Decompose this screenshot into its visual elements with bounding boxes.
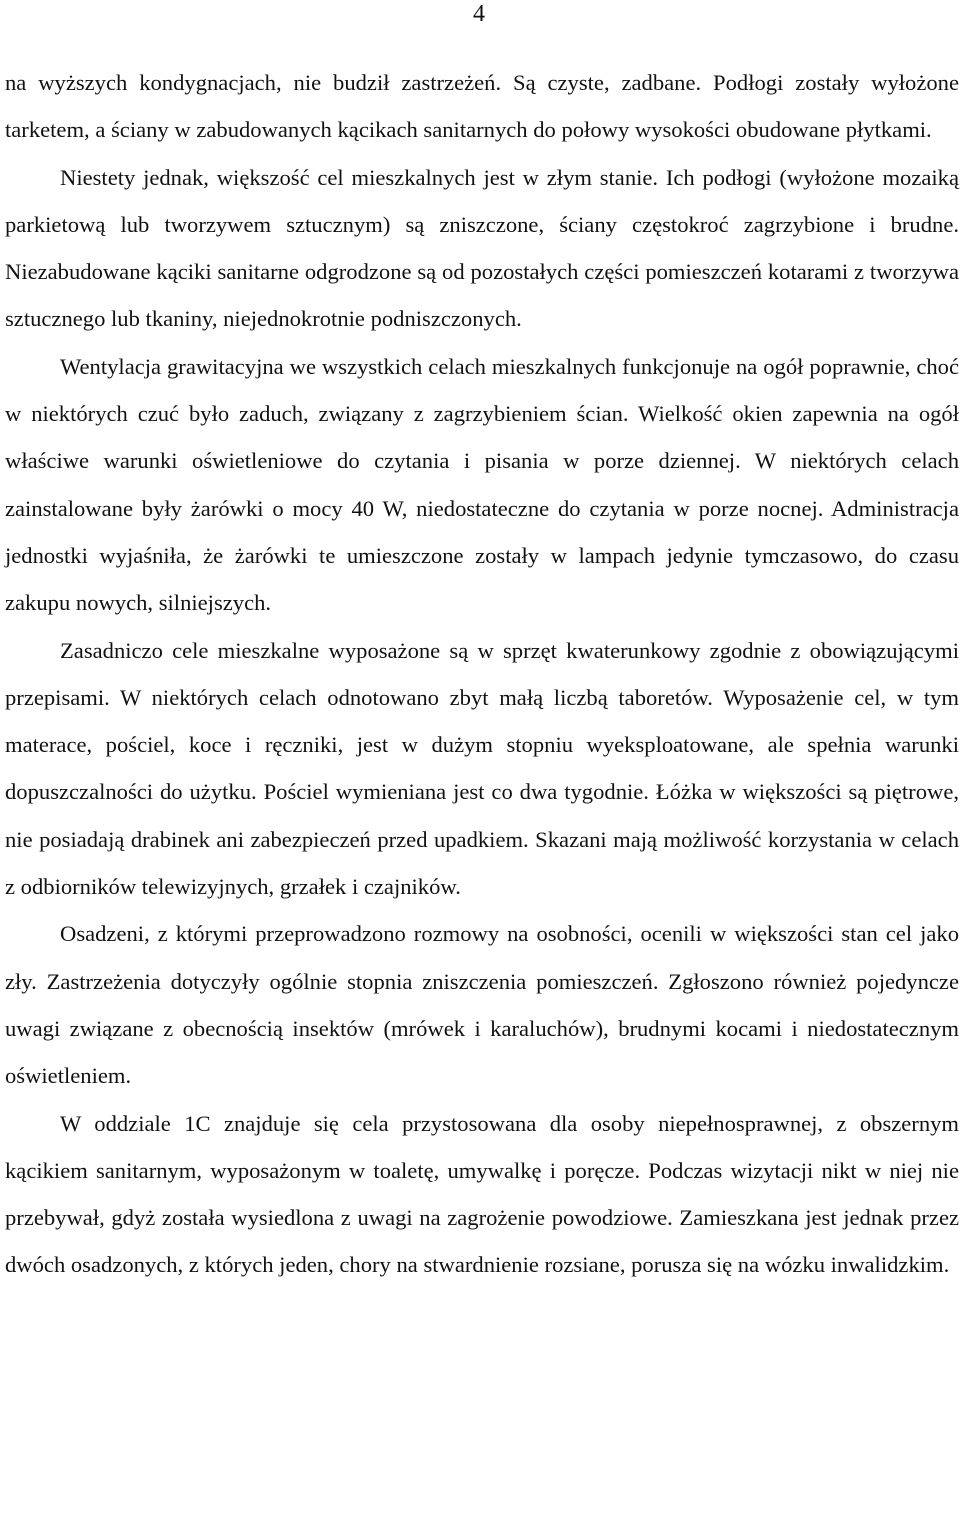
paragraph-cell-condition: Niestety jednak, większość cel mieszkalnych jest w złym stanie. Ich podłogi (wyłożone mozaiką parkietową lub tworzywem sztucznym) są zniszczone, ściany częstokroć zagrzybione i brudne. Niezabudowane kąciki sanitarne odgrodzone są od pozostałych części pomieszczeń kotarami z tworzywa sztucznego lub tkaniny, niejednokrotnie podniszczonych.: [5, 164, 959, 332]
paragraph-ventilation-lighting: Wentylacja grawitacyjna we wszystkich celach mieszkalnych funkcjonuje na ogół poprawnie, choć w niektórych czuć było zaduch, związany z zagrzybieniem ścian. Wielkość okien zapewnia na ogół właściwe warunki oświetleniowe do czytania i pisania w porze dziennej. W niektórych celach zainstalowane były żarówki o mocy 40 W, niedostateczne do czytania w porze nocnej. Administracja jednostki wyjaśniła, że żarówki te umieszczone zostały w lampach jedynie tymczasowo, do czasu zakupu nowych, silniejszych.: [5, 353, 959, 616]
paragraph-furnishing: Zasadniczo cele mieszkalne wyposażone są w sprzęt kwaterunkowy zgodnie z obowiązującymi przepisami. W niektórych celach odnotowano zbyt małą liczbą taboretów. Wyposażenie cel, w tym materace, pościel, koce i ręczniki, jest w dużym stopniu wyeksploatowane, ale spełnia warunki dopuszczalności do użytku. Pościel wymieniana jest co dwa tygodnie. Łóżka w większości są piętrowe, nie posiadają drabinek ani zabezpieczeń przed upadkiem. Skazani mają możliwość korzystania w celach z odbiorników telewizyjnych, grzałek i czajników.: [5, 637, 959, 900]
paragraph-continuation: na wyższych kondygnacjach, nie budził zastrzeżeń. Są czyste, zadbane. Podłogi zostały wyłożone tarketem, a ściany w zabudowanych kącikach sanitarnych do połowy wysokości obudowane płytkami.: [5, 70, 959, 143]
page-number: 4: [473, 1, 485, 27]
paragraph-inmate-opinions: Osadzeni, z którymi przeprowadzono rozmowy na osobności, ocenili w większości stan cel jako zły. Zastrzeżenia dotyczyły ogólnie stopnia zniszczenia pomieszczeń. Zgłoszono również pojedyncze uwagi związane z obecnością insektów (mrówek i karaluchów), brudnymi kocami i niedostatecznym oświetleniem.: [5, 921, 959, 1089]
paragraph-accessible-cell: W oddziale 1C znajduje się cela przystosowana dla osoby niepełnosprawnej, z obszernym kącikiem sanitarnym, wyposażonym w toaletę, umywalkę i poręcze. Podczas wizytacji nikt w niej nie przebywał, gdyż została wysiedlona z uwagi na zagrożenie powodziowe. Zamieszkana jest jednak przez dwóch osadzonych, z których jeden, chory na stwardnienie rozsiane, porusza się na wózku inwalidzkim.: [5, 1110, 959, 1278]
document-body: [5, 59, 959, 1289]
